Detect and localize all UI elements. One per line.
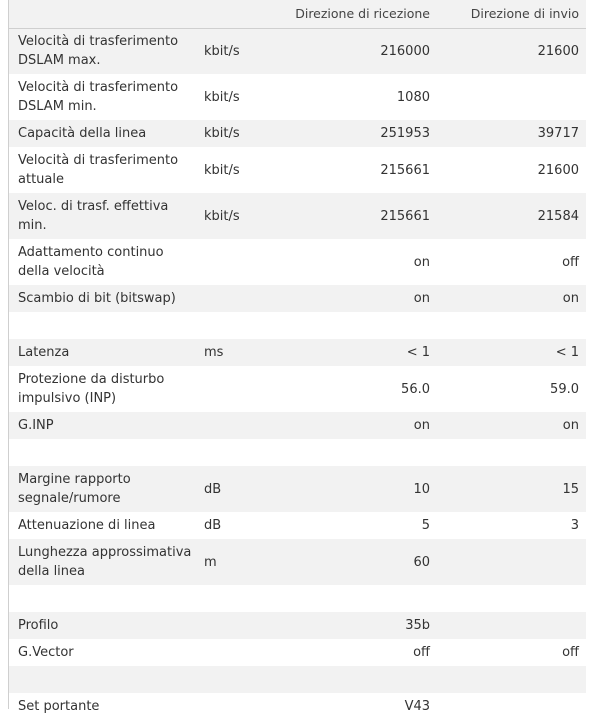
row-send-value: on [562, 418, 579, 433]
row-unit: kbit/s [204, 208, 240, 224]
table-row [9, 366, 586, 412]
table-row [9, 693, 586, 720]
row-unit: dB [204, 518, 222, 533]
row-receive-value: 5 [421, 518, 430, 533]
row-receive-value: 60 [413, 554, 430, 570]
row-unit [195, 439, 275, 466]
row-receive-value: 35b [405, 618, 430, 633]
table-row [9, 239, 586, 285]
row-send-value: off [562, 645, 579, 660]
row-label [9, 585, 195, 612]
row-send-value: 21600 [537, 43, 579, 59]
table-row [9, 28, 586, 74]
row-unit: dB [204, 481, 222, 497]
row-send-value: < 1 [555, 345, 579, 360]
table-row [9, 539, 586, 585]
row-send-value [437, 539, 586, 585]
row-receive-value: off [413, 645, 430, 660]
row-label: Attenuazione di linea [18, 518, 156, 533]
row-receive-value: 215661 [380, 162, 430, 178]
row-label: Capacità della linea [18, 126, 147, 141]
table-row [9, 285, 586, 312]
row-receive-value: 251953 [380, 126, 430, 141]
row-unit: kbit/s [204, 162, 240, 178]
table-row [9, 466, 586, 512]
row-receive-value: < 1 [406, 345, 430, 360]
row-send-value [437, 312, 586, 339]
header-label [9, 0, 195, 28]
row-send-value [437, 585, 586, 612]
header-send: Direzione di invio [470, 6, 579, 22]
row-receive-value: 215661 [380, 208, 430, 224]
table-row [9, 612, 586, 639]
row-label: G.INP [18, 418, 54, 433]
row-label: Adattamento continuo della velocità [18, 245, 164, 279]
spacer-row [9, 585, 586, 612]
row-label [9, 439, 195, 466]
row-unit: kbit/s [204, 126, 240, 141]
row-unit [195, 666, 275, 693]
row-send-value: on [562, 291, 579, 306]
row-receive-value: on [413, 254, 430, 270]
row-label: G.Vector [18, 645, 74, 660]
row-send-value: 15 [562, 481, 579, 497]
header-unit [195, 0, 275, 28]
table-row [9, 339, 586, 366]
row-send-value [437, 439, 586, 466]
row-unit: ms [204, 345, 224, 360]
row-receive-value: 10 [413, 481, 430, 497]
row-label: Profilo [18, 618, 59, 633]
row-receive-value [275, 439, 437, 466]
row-label: Protezione da disturbo impulsivo (INP) [18, 372, 165, 406]
row-receive-value: 216000 [380, 43, 430, 59]
row-unit [195, 612, 275, 639]
row-label: Latenza [18, 345, 70, 360]
row-send-value: 21584 [537, 208, 579, 224]
row-unit [195, 412, 275, 439]
row-label: Veloc. di trasf. effettiva min. [18, 199, 169, 233]
row-receive-value: V43 [404, 699, 430, 714]
row-unit [195, 639, 275, 666]
row-unit [195, 285, 275, 312]
spacer-row [9, 666, 586, 693]
table-row [9, 512, 586, 539]
row-send-value: 59.0 [550, 381, 579, 397]
row-send-value [437, 612, 586, 639]
row-label: Velocità di trasferimento DSLAM min. [18, 80, 179, 114]
table-row [9, 639, 586, 666]
row-receive-value [275, 312, 437, 339]
row-unit [195, 585, 275, 612]
header-receive: Direzione di ricezione [295, 6, 430, 22]
row-unit [195, 239, 275, 285]
row-send-value [437, 666, 586, 693]
row-send-value: 39717 [537, 126, 579, 141]
row-unit: kbit/s [204, 89, 240, 105]
row-label: Velocità di trasferimento DSLAM max. [18, 34, 179, 69]
row-send-value [437, 74, 586, 120]
spacer-row [9, 439, 586, 466]
row-label: Lunghezza approssimativa della linea [18, 545, 192, 579]
row-label: Scambio di bit (bitswap) [18, 291, 176, 306]
row-unit: kbit/s [204, 43, 240, 59]
row-unit: m [204, 554, 217, 570]
row-unit [195, 366, 275, 412]
table-header-row [9, 0, 586, 28]
row-label [9, 312, 195, 339]
row-send-value: off [562, 254, 579, 270]
row-label: Margine rapporto segnale/rumore [18, 472, 131, 506]
table-row [9, 120, 586, 147]
table-row [9, 412, 586, 439]
row-receive-value: 56.0 [401, 381, 430, 397]
dsl-info-panel [8, 0, 585, 714]
row-label [9, 666, 195, 693]
row-receive-value [275, 666, 437, 693]
row-unit [195, 693, 275, 720]
row-receive-value: 1080 [396, 89, 430, 105]
row-label: Set portante [18, 699, 100, 714]
row-unit [195, 312, 275, 339]
row-receive-value [275, 585, 437, 612]
table-row [9, 147, 586, 193]
row-send-value: 21600 [537, 162, 579, 178]
dsl-line-table [9, 0, 586, 720]
row-send-value [437, 693, 586, 720]
row-receive-value: on [413, 291, 430, 306]
row-label: Velocità di trasferimento attuale [18, 153, 179, 187]
table-row [9, 193, 586, 239]
row-send-value: 3 [570, 518, 579, 533]
row-receive-value: on [413, 418, 430, 433]
spacer-row [9, 312, 586, 339]
table-row [9, 74, 586, 120]
